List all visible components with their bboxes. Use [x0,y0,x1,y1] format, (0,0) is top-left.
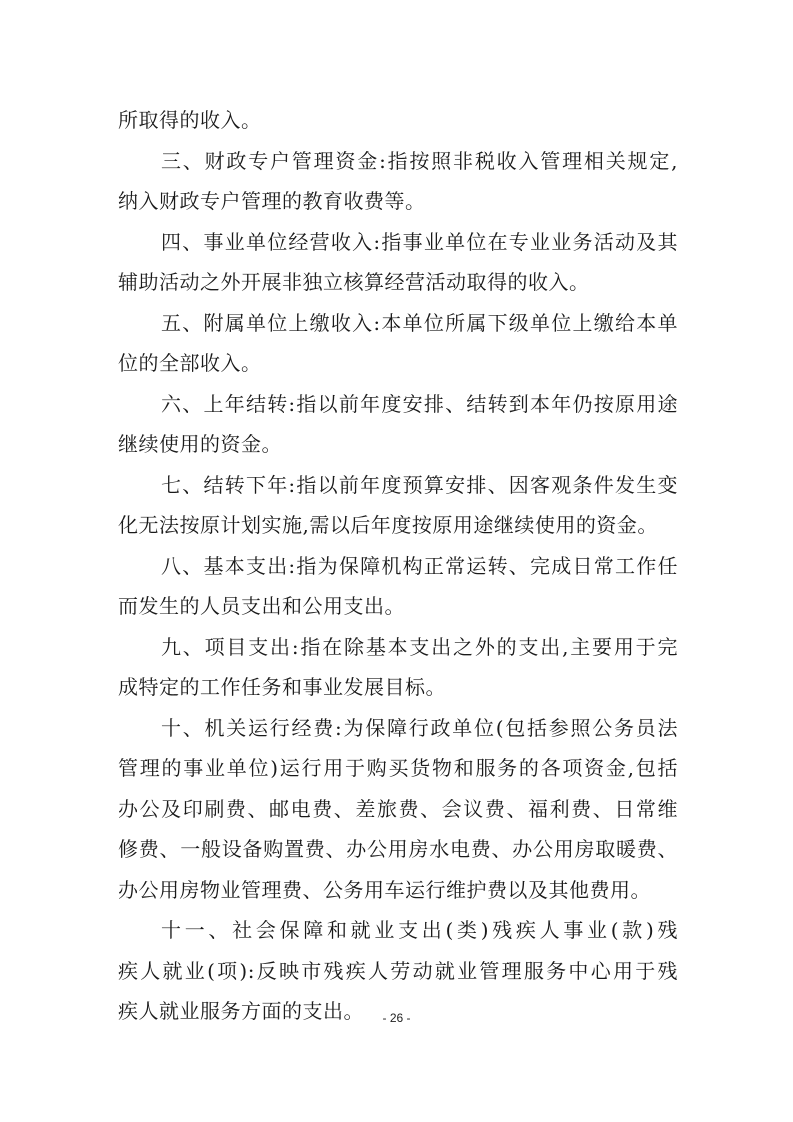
text-line: 十一、社会保障和就业支出(类)残疾人事业(款)残 [161,918,678,942]
page-number: - 26 - [382,1011,411,1025]
text-line: 辅助活动之外开展非独立核算经营活动取得的收入。 [118,270,590,294]
text-line: 疾人就业(项):反映市残疾人劳动就业管理服务中心用于残 [118,958,678,983]
text-line: 七、结转下年:指以前年度预算安排、因客观条件发生变 [161,472,678,497]
text-line: 修费、一般设备购置费、办公用房水电费、办公用房取暖费、 [118,837,678,861]
text-line: 八、基本支出:指为保障机构正常运转、完成日常工作任 [161,553,678,578]
text-line: 纳入财政专户管理的教育收费等。 [118,189,426,213]
text-line: 位的全部收入。 [118,351,262,375]
text-line: 四、事业单位经营收入:指事业单位在专业业务活动及其 [161,229,678,254]
text-line: 六、上年结转:指以前年度安排、结转到本年仍按原用途 [161,391,678,416]
text-line: 办公用房物业管理费、公务用车运行维护费以及其他费用。 [118,877,651,902]
text-line: 成特定的工作任务和事业发展目标。 [118,675,446,699]
text-line: 九、项目支出:指在除基本支出之外的支出,主要用于完 [161,634,678,659]
text-line: 疾人就业服务方面的支出。 [118,999,364,1023]
text-line: 而发生的人员支出和公用支出。 [118,594,405,618]
text-line: 所取得的收入。 [118,108,262,132]
text-line: 继续使用的资金。 [118,432,282,456]
text-line: 三、财政专户管理资金:指按照非税收入管理相关规定, [161,148,678,173]
text-line: 管理的事业单位)运行用于购买货物和服务的各项资金,包括 [118,756,678,780]
text-line: 办公及印刷费、邮电费、差旅费、会议费、福利费、日常维 [118,796,678,821]
text-line: 五、附属单位上缴收入:本单位所属下级单位上缴给本单 [161,310,678,335]
text-line: 化无法按原计划实施,需以后年度按原用途继续使用的资金。 [118,513,658,537]
body-text [118,100,678,1032]
text-line: 十、机关运行经费:为保障行政单位(包括参照公务员法 [161,715,678,740]
